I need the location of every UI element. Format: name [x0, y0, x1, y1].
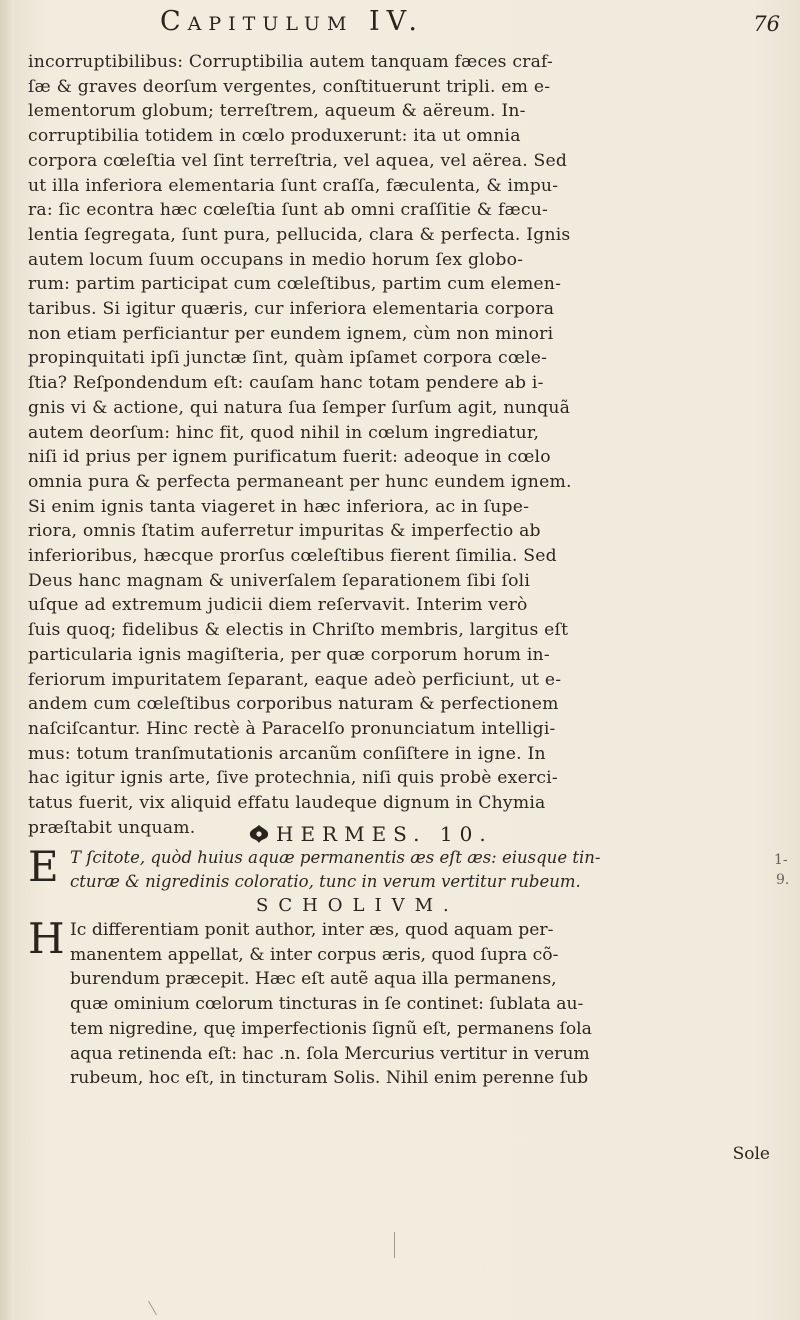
text-line: niſi id prius per ignem purificatum fuerit: adeoque in cœlo	[28, 447, 551, 468]
text-line: andem cum cœleſtibus corporibus naturam & perfectionem	[28, 694, 559, 715]
fleuron-icon	[248, 824, 270, 844]
hermes-heading-text: HERMES. 10.	[276, 822, 493, 846]
text-line: ra: ſic econtra hæc cœleſtia ſunt ab omni craſſitie & fæcu-	[28, 200, 548, 221]
text-line: riora, omnis ſtatim auferretur impuritas & imperfectio ab	[28, 521, 541, 542]
scholium-line: manentem appellat, & inter corpus æris, quod ſupra cõ-	[70, 944, 559, 965]
page-header	[160, 6, 780, 46]
text-line: autem locum ſuum occupans in medio horum ſex globo-	[28, 249, 524, 270]
margin-note: 9.	[776, 872, 790, 888]
scholium-line: burendum præcepit. Hæc eſt autẽ aqua illa permanens,	[70, 969, 557, 990]
scholium-line: aqua retinenda eſt: hac .n. ſola Mercurius vertitur in verum	[70, 1043, 590, 1064]
text-line: omnia pura & perfecta permaneant per hunc eundem ignem.	[28, 471, 572, 492]
hermes-heading	[248, 822, 648, 846]
scholium-heading: SCHOLIVM.	[256, 895, 459, 916]
text-line: Si enim ignis tanta viageret in hæc inferiora, ac in ſupe-	[28, 496, 530, 517]
text-line: hac igitur ignis arte, ſive protechnia, niſi quis probè exerci-	[28, 768, 558, 789]
scholium-text	[70, 918, 760, 1091]
page-gutter	[0, 0, 14, 1320]
text-line: taribus. Si igitur quæris, cur inferiora elementaria corpora	[28, 299, 555, 320]
text-line: gnis vi & actione, qui natura ſua ſemper ſurſum agit, nunquã	[28, 397, 571, 418]
main-text	[28, 50, 768, 841]
scholium-line: rubeum, hoc eſt, in tincturam Solis. Nihil enim perenne ſub	[70, 1068, 589, 1089]
text-line: feriorum impuritatem ſeparant, eaque adeò perficiunt, ut e-	[28, 669, 562, 690]
scholium-line: tem nigredine, quę imperfectionis ſignũ eſt, permanens ſola	[70, 1018, 592, 1039]
text-line: tatus fuerit, vix aliquid effatu laudeque dignum in Chymia	[28, 793, 546, 814]
scholium-initial: H	[28, 914, 65, 963]
margin-scribble	[148, 1301, 157, 1315]
text-line: lentia ſegregata, ſunt pura, pellucida, clara & perfecta. Ignis	[28, 224, 571, 245]
margin-scribble	[394, 1232, 395, 1258]
text-line: non etiam perficiantur per eundem ignem, cùm non minori	[28, 323, 554, 344]
text-line: ut illa inferiora elementaria ſunt craſſa, fæculenta, & impu-	[28, 175, 559, 196]
text-line: ſuis quoq; fidelibus & electis in Chriſto membris, largitus eſt	[28, 620, 569, 641]
text-line: uſque ad extremum judicii diem reſervavit. Interim verò	[28, 595, 528, 616]
catchword: Sole	[732, 1144, 770, 1164]
margin-note: 1-	[774, 852, 788, 868]
scholium-line: Ic differentiam ponit author, inter æs, quod aquam per-	[70, 920, 554, 940]
running-title: Capitulum IV.	[160, 6, 425, 37]
hermes-verse	[70, 846, 760, 894]
text-line: incorruptibilibus: Corruptibilia autem tanquam fæces craf-	[28, 52, 554, 72]
text-line: inferioribus, hæcque prorſus cœleſtibus fierent ſimilia. Sed	[28, 546, 557, 567]
text-line: rum: partim participat cum cœleſtibus, partim cum elemen-	[28, 274, 562, 295]
text-line: præſtabit unquam.	[28, 817, 196, 838]
verse-initial: E	[28, 842, 59, 891]
text-line: corpora cœleſtia vel ſint terreſtria, vel aquea, vel aërea. Sed	[28, 150, 568, 171]
text-line: corruptibilia totidem in cœlo produxerunt: ita ut omnia	[28, 126, 521, 147]
text-line: propinquitati ipſi junctæ ſint, quàm ipſamet corpora cœle-	[28, 348, 548, 369]
text-line: particularia ignis magiſteria, per quæ corporum horum in-	[28, 644, 550, 665]
text-line: autem deorſum: hinc fit, quod nihil in cœlum ingrediatur,	[28, 422, 540, 443]
text-line: mus: totum tranſmutationis arcanũm conſiſtere in igne. In	[28, 743, 546, 764]
page-number: 76	[753, 12, 780, 36]
text-line: naſciſcantur. Hinc rectè à Paracelſo pronunciatum intelligi-	[28, 718, 556, 739]
text-line: Deus hanc magnam & univerſalem ſeparationem ſibi ſoli	[28, 570, 531, 591]
text-line: ſæ & graves deorſum vergentes, conſtituerunt tripli. em e-	[28, 76, 551, 97]
scholium-line: quæ ominium cœlorum tincturas in ſe continet: ſublata au-	[70, 994, 584, 1015]
text-line: lementorum globum; terreſtrem, aqueum & aëreum. In-	[28, 101, 526, 122]
text-line: ſtia? Reſpondendum eſt: cauſam hanc totam pendere ab i-	[28, 373, 544, 394]
verse-line: T ſcitote, quòd huius aquæ permanentis æs eſt æs: eiusque tin-	[70, 848, 601, 867]
verse-line: cturæ & nigredinis coloratio, tunc in verum vertitur rubeum.	[70, 872, 581, 891]
